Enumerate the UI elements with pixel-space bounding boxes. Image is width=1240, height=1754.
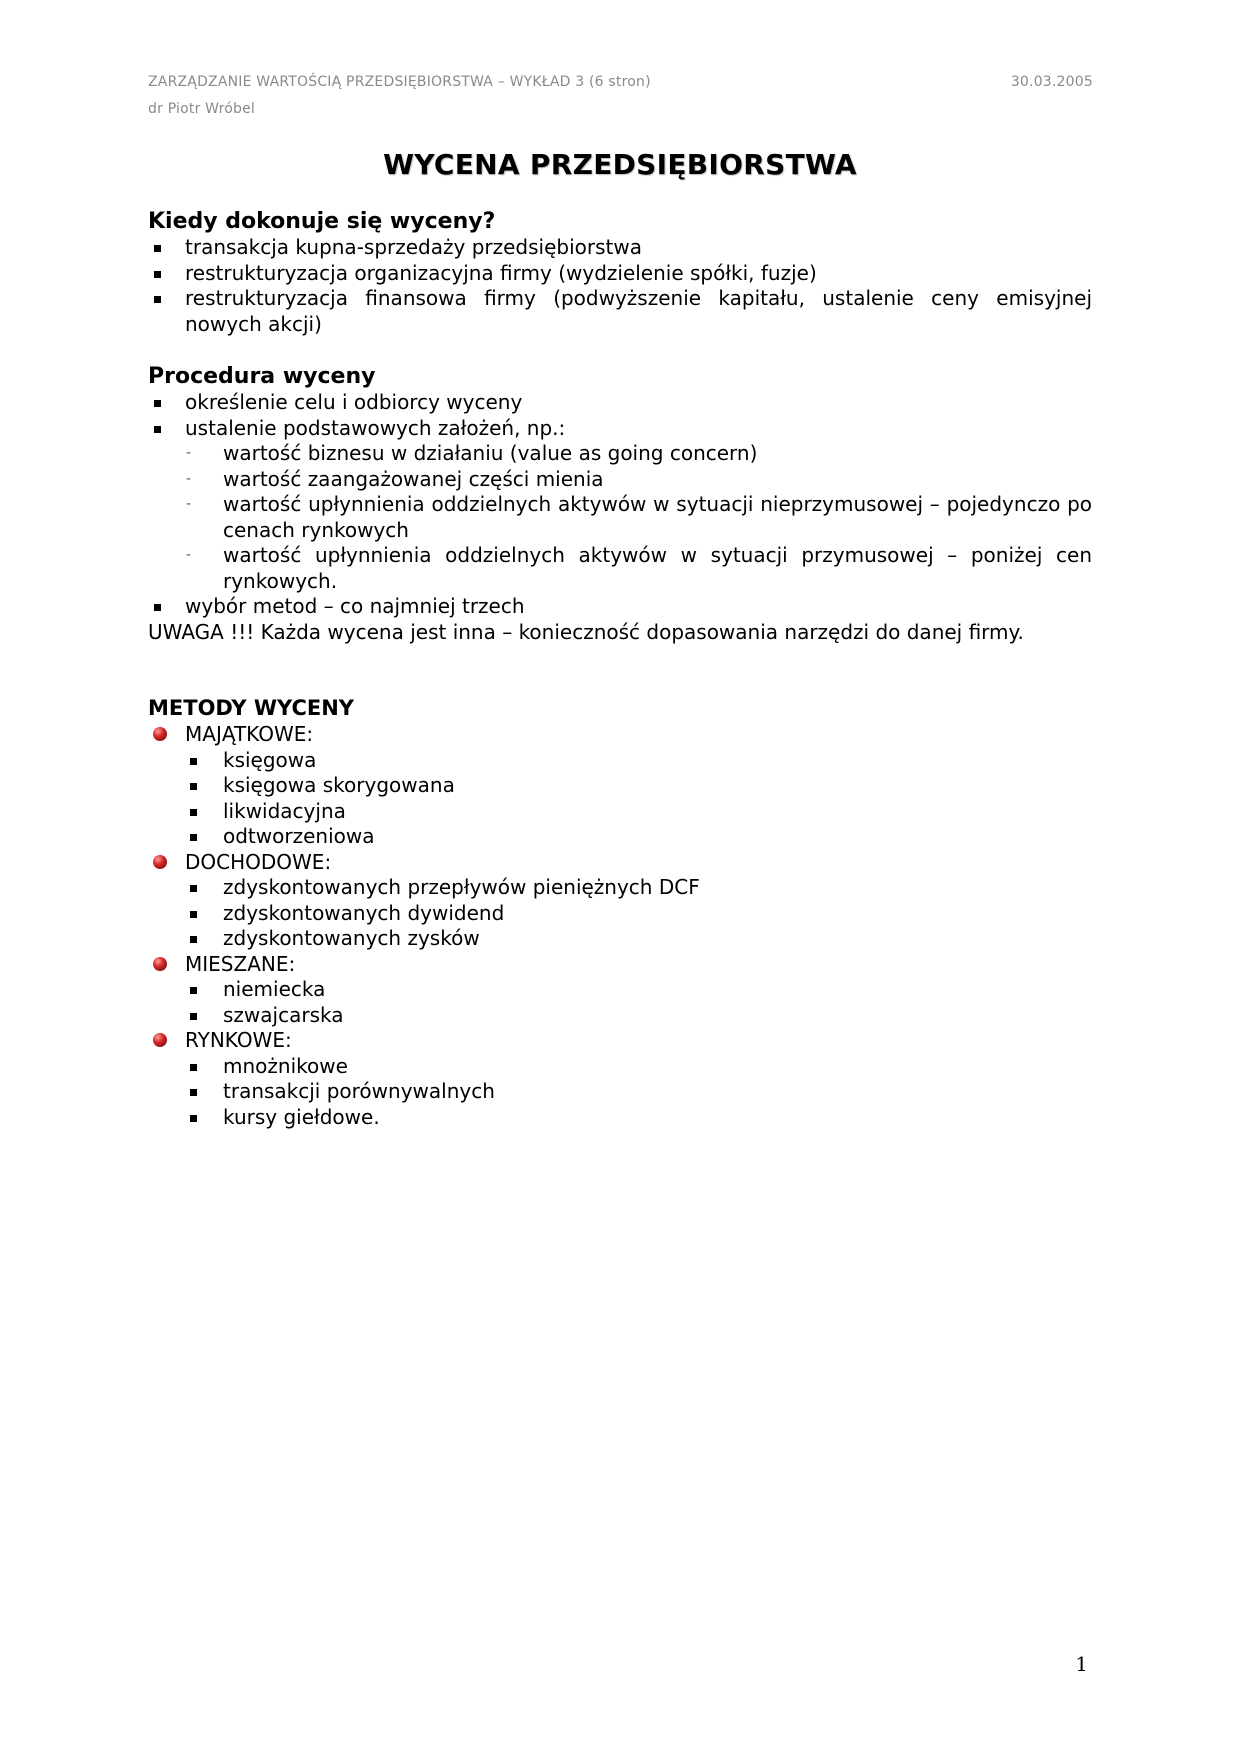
method-group: MAJĄTKOWE:: [148, 722, 1092, 748]
sub-list-item: - wartość zaangażowanej części mienia: [186, 466, 604, 491]
square-bullet-icon: [190, 1013, 197, 1020]
method-group: DOCHODOWE:: [148, 850, 1092, 876]
dash-bullet-icon: -: [186, 445, 192, 461]
method-group: RYNKOWE:: [148, 1028, 1092, 1054]
method-item: likwidacyjna: [148, 799, 1092, 825]
method-item: mnożnikowe: [148, 1054, 1092, 1080]
square-bullet-icon: [190, 834, 197, 841]
list-item: restrukturyzacja organizacyjna firmy (wydzielenie spółki, fuzje): [148, 261, 1092, 287]
method-item: odtworzeniowa: [148, 824, 1092, 850]
square-bullet-icon: [190, 783, 197, 790]
sub-list-item: - wartość biznesu w działaniu (value as going concern): [186, 441, 758, 465]
method-group: MIESZANE:: [148, 952, 1092, 978]
page-number: 1: [1075, 1652, 1088, 1676]
square-bullet-icon: [190, 885, 197, 892]
method-item: księgowa skorygowana: [148, 773, 1092, 799]
square-bullet-icon: [154, 426, 161, 433]
red-ball-bullet-icon: [153, 727, 167, 741]
method-item: zdyskontowanych dywidend: [148, 901, 1092, 927]
square-bullet-icon: [154, 271, 161, 278]
document-title: WYCENA PRZEDSIĘBIORSTWA: [383, 148, 857, 181]
red-ball-bullet-icon: [153, 855, 167, 869]
dash-bullet-icon: -: [186, 470, 192, 487]
list-item: określenie celu i odbiorcy wyceny: [148, 390, 1092, 416]
sub-list-item: - wartość upłynnienia oddzielnych aktywów w sytuacji nieprzymusowej – pojedynczo po cenach rynkowych: [186, 492, 1092, 542]
section-heading-when: Kiedy dokonuje się wyceny?: [148, 209, 496, 234]
header-date: 30.03.2005: [1010, 74, 1093, 90]
square-bullet-icon: [190, 911, 197, 918]
square-bullet-icon: [190, 1089, 197, 1096]
square-bullet-icon: [154, 400, 161, 407]
section-heading-procedure: Procedura wyceny: [148, 364, 376, 389]
red-ball-bullet-icon: [153, 1033, 167, 1047]
square-bullet-icon: [190, 1115, 197, 1122]
procedure-note: UWAGA !!! Każda wycena jest inna – konieczność dopasowania narzędzi do danej firmy.: [148, 619, 1024, 644]
square-bullet-icon: [154, 245, 161, 252]
header-author: dr Piotr Wróbel: [148, 101, 255, 117]
square-bullet-icon: [190, 1064, 197, 1071]
list-item: ustalenie podstawowych założeń, np.:: [148, 416, 1092, 442]
square-bullet-icon: [190, 809, 197, 816]
header-title: ZARZĄDZANIE WARTOŚCIĄ PRZEDSIĘBIORSTWA – WYKŁAD 3 (6 stron): [148, 74, 651, 90]
method-item: zdyskontowanych zysków: [148, 926, 1092, 952]
section-heading-methods: METODY WYCENY: [148, 696, 355, 720]
dash-bullet-icon: -: [186, 547, 192, 563]
red-ball-bullet-icon: [153, 957, 167, 971]
sub-list-item: - wartość upłynnienia oddzielnych aktywów w sytuacji przymusowej – poniżej cen rynkowych.: [186, 543, 1092, 593]
list-item: restrukturyzacja finansowa firmy (podwyższenie kapitału, ustalenie ceny emisyjnej nowych akcji): [148, 286, 1092, 337]
method-item: szwajcarska: [148, 1003, 1092, 1029]
dash-bullet-icon: -: [186, 496, 192, 512]
square-bullet-icon: [190, 936, 197, 943]
method-item: niemiecka: [148, 977, 1092, 1003]
square-bullet-icon: [154, 604, 161, 611]
document-body: [148, 208, 1092, 1130]
square-bullet-icon: [190, 987, 197, 994]
list-item: wybór metod – co najmniej trzech: [148, 594, 1092, 620]
square-bullet-icon: [154, 296, 161, 303]
method-item: zdyskontowanych przepływów pieniężnych DCF: [148, 875, 1092, 901]
method-item: kursy giełdowe.: [148, 1105, 1092, 1131]
square-bullet-icon: [190, 758, 197, 765]
method-item: transakcji porównywalnych: [148, 1079, 1092, 1105]
list-item: transakcja kupna-sprzedaży przedsiębiorstwa: [148, 235, 1092, 261]
method-item: księgowa: [148, 748, 1092, 774]
